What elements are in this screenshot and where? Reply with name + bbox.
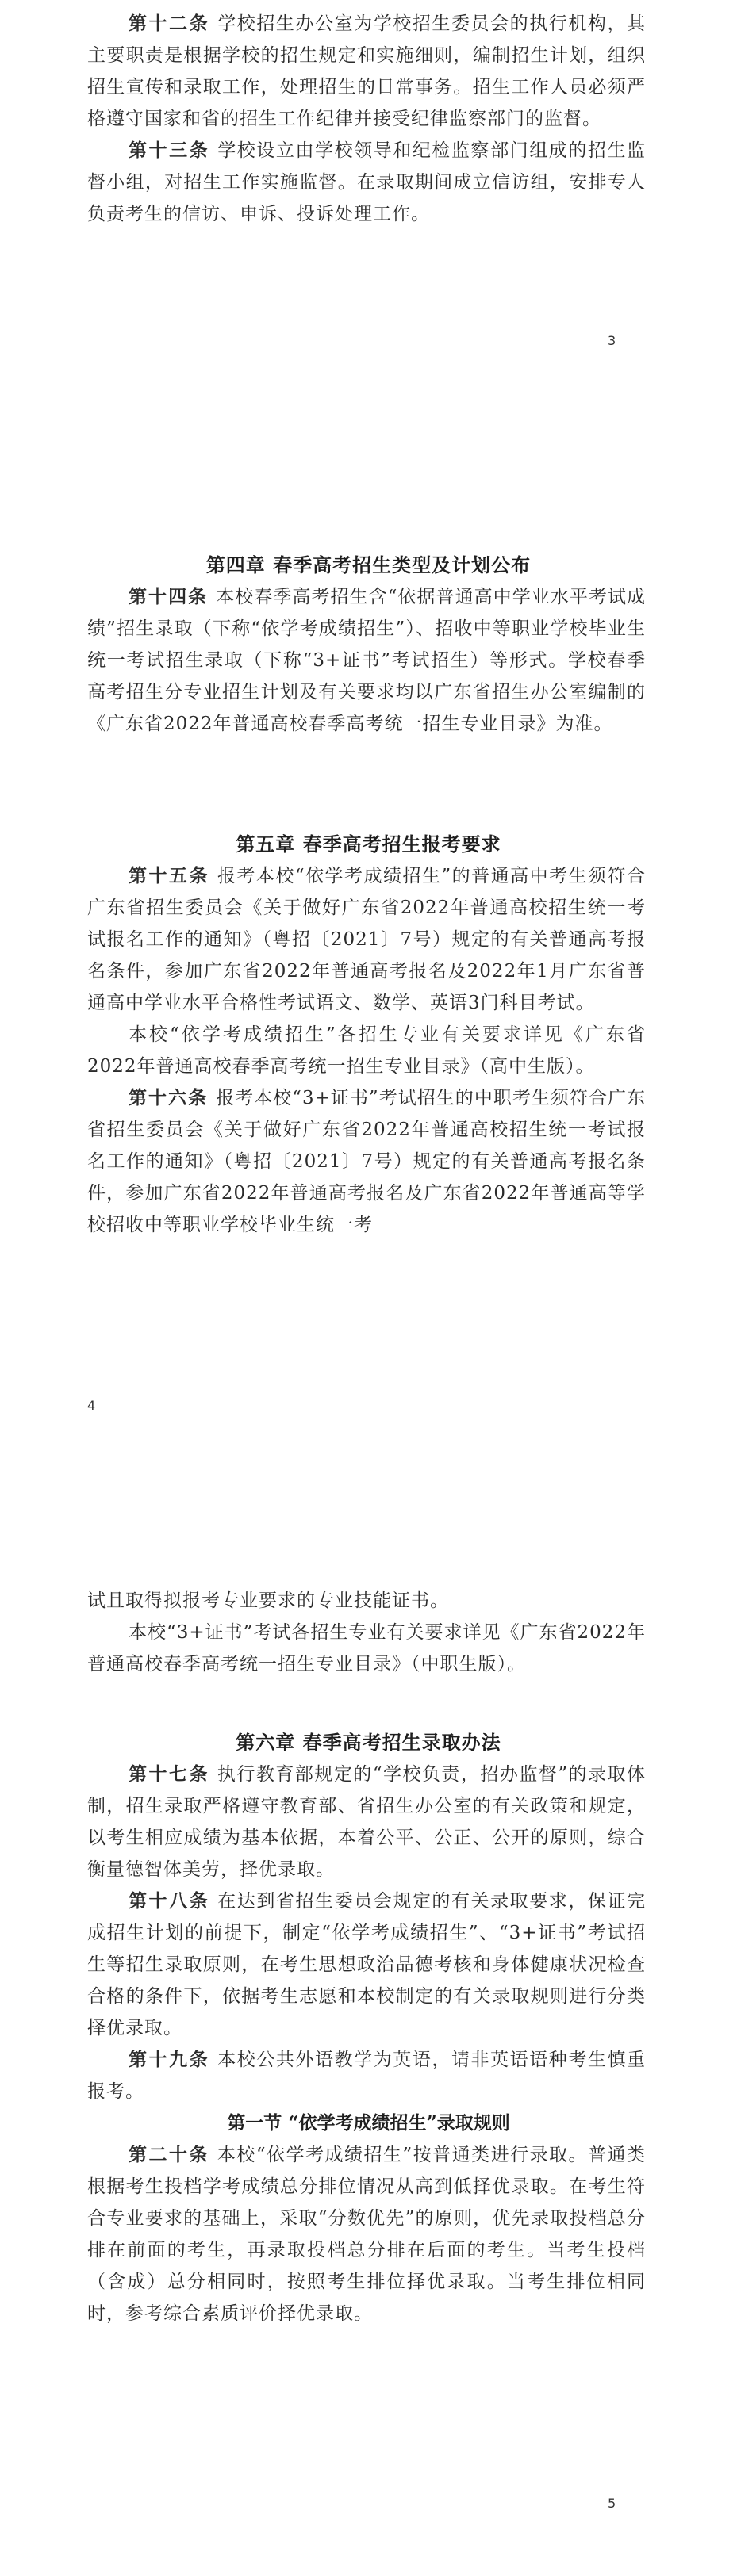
article-19-text: 本校公共外语教学为英语，请非英语语种考生慎重报考。 bbox=[87, 2050, 647, 2102]
chapter-4-title: 第四章 春季高考招生类型及计划公布 bbox=[205, 553, 532, 576]
article-17-text: 执行教育部规定的“学校负责，招办监督”的录取体制，招生录取严格遵守教育部、省招生办公室的有关政策和规定，以考生相应成绩为基本依据，本着公平、公正、公开的原则，综合衡量德智体美劳，择优录取。 bbox=[87, 1764, 646, 1880]
article-19-title: 第十九条 bbox=[129, 2049, 210, 2070]
paragraph-article-13 bbox=[0, 135, 737, 230]
article-15-text: 报考本校“依学考成绩招生”的普通高中考生须符合广东省招生委员会《关于做好广东省2022年普通高校招生统一考试报名工作的通知》（粤招〔2021〕7号）规定的有关普通高考报名条件，参加广东省2022年普通高考报名及2022年1月广东省普通高中学业水平合格性考试语文、数学、英语3门科目考试。 bbox=[87, 866, 646, 1013]
paragraph-article-17 bbox=[0, 1759, 737, 1885]
article-14-title: 第十四条 bbox=[129, 586, 209, 607]
paragraph-article-15-b: 本校“依学考成绩招生”各招生专业有关要求详见《广东省2022年普通高校春季高考统一招生专业目录》（高中生版）。 bbox=[87, 1024, 646, 1077]
article-20-title: 第二十条 bbox=[129, 2144, 209, 2165]
article-16-title: 第十六条 bbox=[129, 1087, 209, 1108]
article-14-text: 本校春季高考招生含“依据普通高中学业水平考试成绩”招生录取（下称“依学考成绩招生”）、招收中等职业学校毕业生统一考试招生录取（下称“3+证书”考试招生）等形式。学校春季高考招生分专业招生计划及有关要求均以广东省招生办公室编制的《广东省2022年普通高校春季高考统一招生专业目录》为准。 bbox=[87, 587, 647, 734]
paragraph-article-20 bbox=[0, 2139, 737, 2329]
section-1-title: 第一节 “依学考成绩招生”录取规则 bbox=[227, 2112, 510, 2134]
segment-chapter-4 bbox=[0, 549, 737, 740]
page-number-3: 3 bbox=[608, 333, 616, 348]
article-15-title: 第十五条 bbox=[129, 865, 209, 886]
article-13-title: 第十三条 bbox=[129, 140, 210, 161]
article-12-title: 第十二条 bbox=[129, 13, 210, 34]
article-16-text: 报考本校“3+证书”考试招生的中职考生须符合广东省招生委员会《关于做好广东省2022年普通高校招生统一考试报名工作的通知》（粤招〔2021〕7号）规定的有关普通高考报名条件，参加广东省2022年普通高考报名及广东省2022年普通高等学校招收中等职业学校毕业生统一考 bbox=[87, 1088, 647, 1235]
segment-article-16-continued bbox=[0, 1585, 737, 1680]
segment-chapter-6 bbox=[0, 1727, 737, 2329]
article-18-title: 第十八条 bbox=[129, 1890, 210, 1912]
paragraph-article-16-b: 本校“3+证书”考试各招生专业有关要求详见《广东省2022年普通高校春季高考统一招生专业目录》（中职生版）。 bbox=[87, 1622, 646, 1675]
page-number-5: 5 bbox=[608, 2496, 616, 2511]
chapter-5-title: 第五章 春季高考招生报考要求 bbox=[236, 833, 501, 855]
paragraph-article-19 bbox=[0, 2044, 737, 2107]
segment-chapter-5 bbox=[0, 829, 737, 1241]
article-17-title: 第十七条 bbox=[129, 1763, 209, 1785]
paragraph-article-14 bbox=[0, 581, 737, 740]
chapter-6-title: 第六章 春季高考招生录取办法 bbox=[236, 1731, 501, 1754]
segment-article-12-13 bbox=[0, 8, 737, 230]
article-12-text: 学校招生办公室为学校招生委员会的执行机构，其主要职责是根据学校的招生规定和实施细则，编制招生计划，组织招生宣传和录取工作，处理招生的日常事务。招生工作人员必须严格遵守国家和省的招生工作纪律并接受纪律监察部门的监督。 bbox=[87, 13, 647, 129]
paragraph-article-12 bbox=[0, 8, 737, 135]
article-18-text: 在达到省招生委员会规定的有关录取要求，保证完成招生计划的前提下，制定“依学考成绩招生”、“3+证书”考试招生等招生录取原则，在考生思想政治品德考核和身体健康状况检查合格的条件下，依据考生志愿和本校制定的有关录取规则进行分类择优录取。 bbox=[87, 1891, 647, 2038]
paragraph-article-15 bbox=[0, 860, 737, 1019]
paragraph-article-16-continued: 试且取得拟报考专业要求的专业技能证书。 bbox=[87, 1590, 449, 1611]
paragraph-article-16 bbox=[0, 1082, 737, 1241]
article-20-text: 本校“依学考成绩招生”按普通类进行录取。普通类根据考生投档学考成绩总分排位情况从高到低择优录取。在考生符合专业要求的基础上，采取“分数优先”的原则，优先录取投档总分排在前面的考生，再录取投档总分排在后面的考生。当考生投档（含成）总分相同时，按照考生排位择优录取。当考生排位相同时，参考综合素质评价择优录取。 bbox=[87, 2145, 646, 2324]
paragraph-article-18 bbox=[0, 1885, 737, 2044]
page-number-4: 4 bbox=[87, 1398, 96, 1413]
article-13-text: 学校设立由学校领导和纪检监察部门组成的招生监督小组，对招生工作实施监督。在录取期间成立信访组，安排专人负责考生的信访、申诉、投诉处理工作。 bbox=[87, 140, 647, 224]
